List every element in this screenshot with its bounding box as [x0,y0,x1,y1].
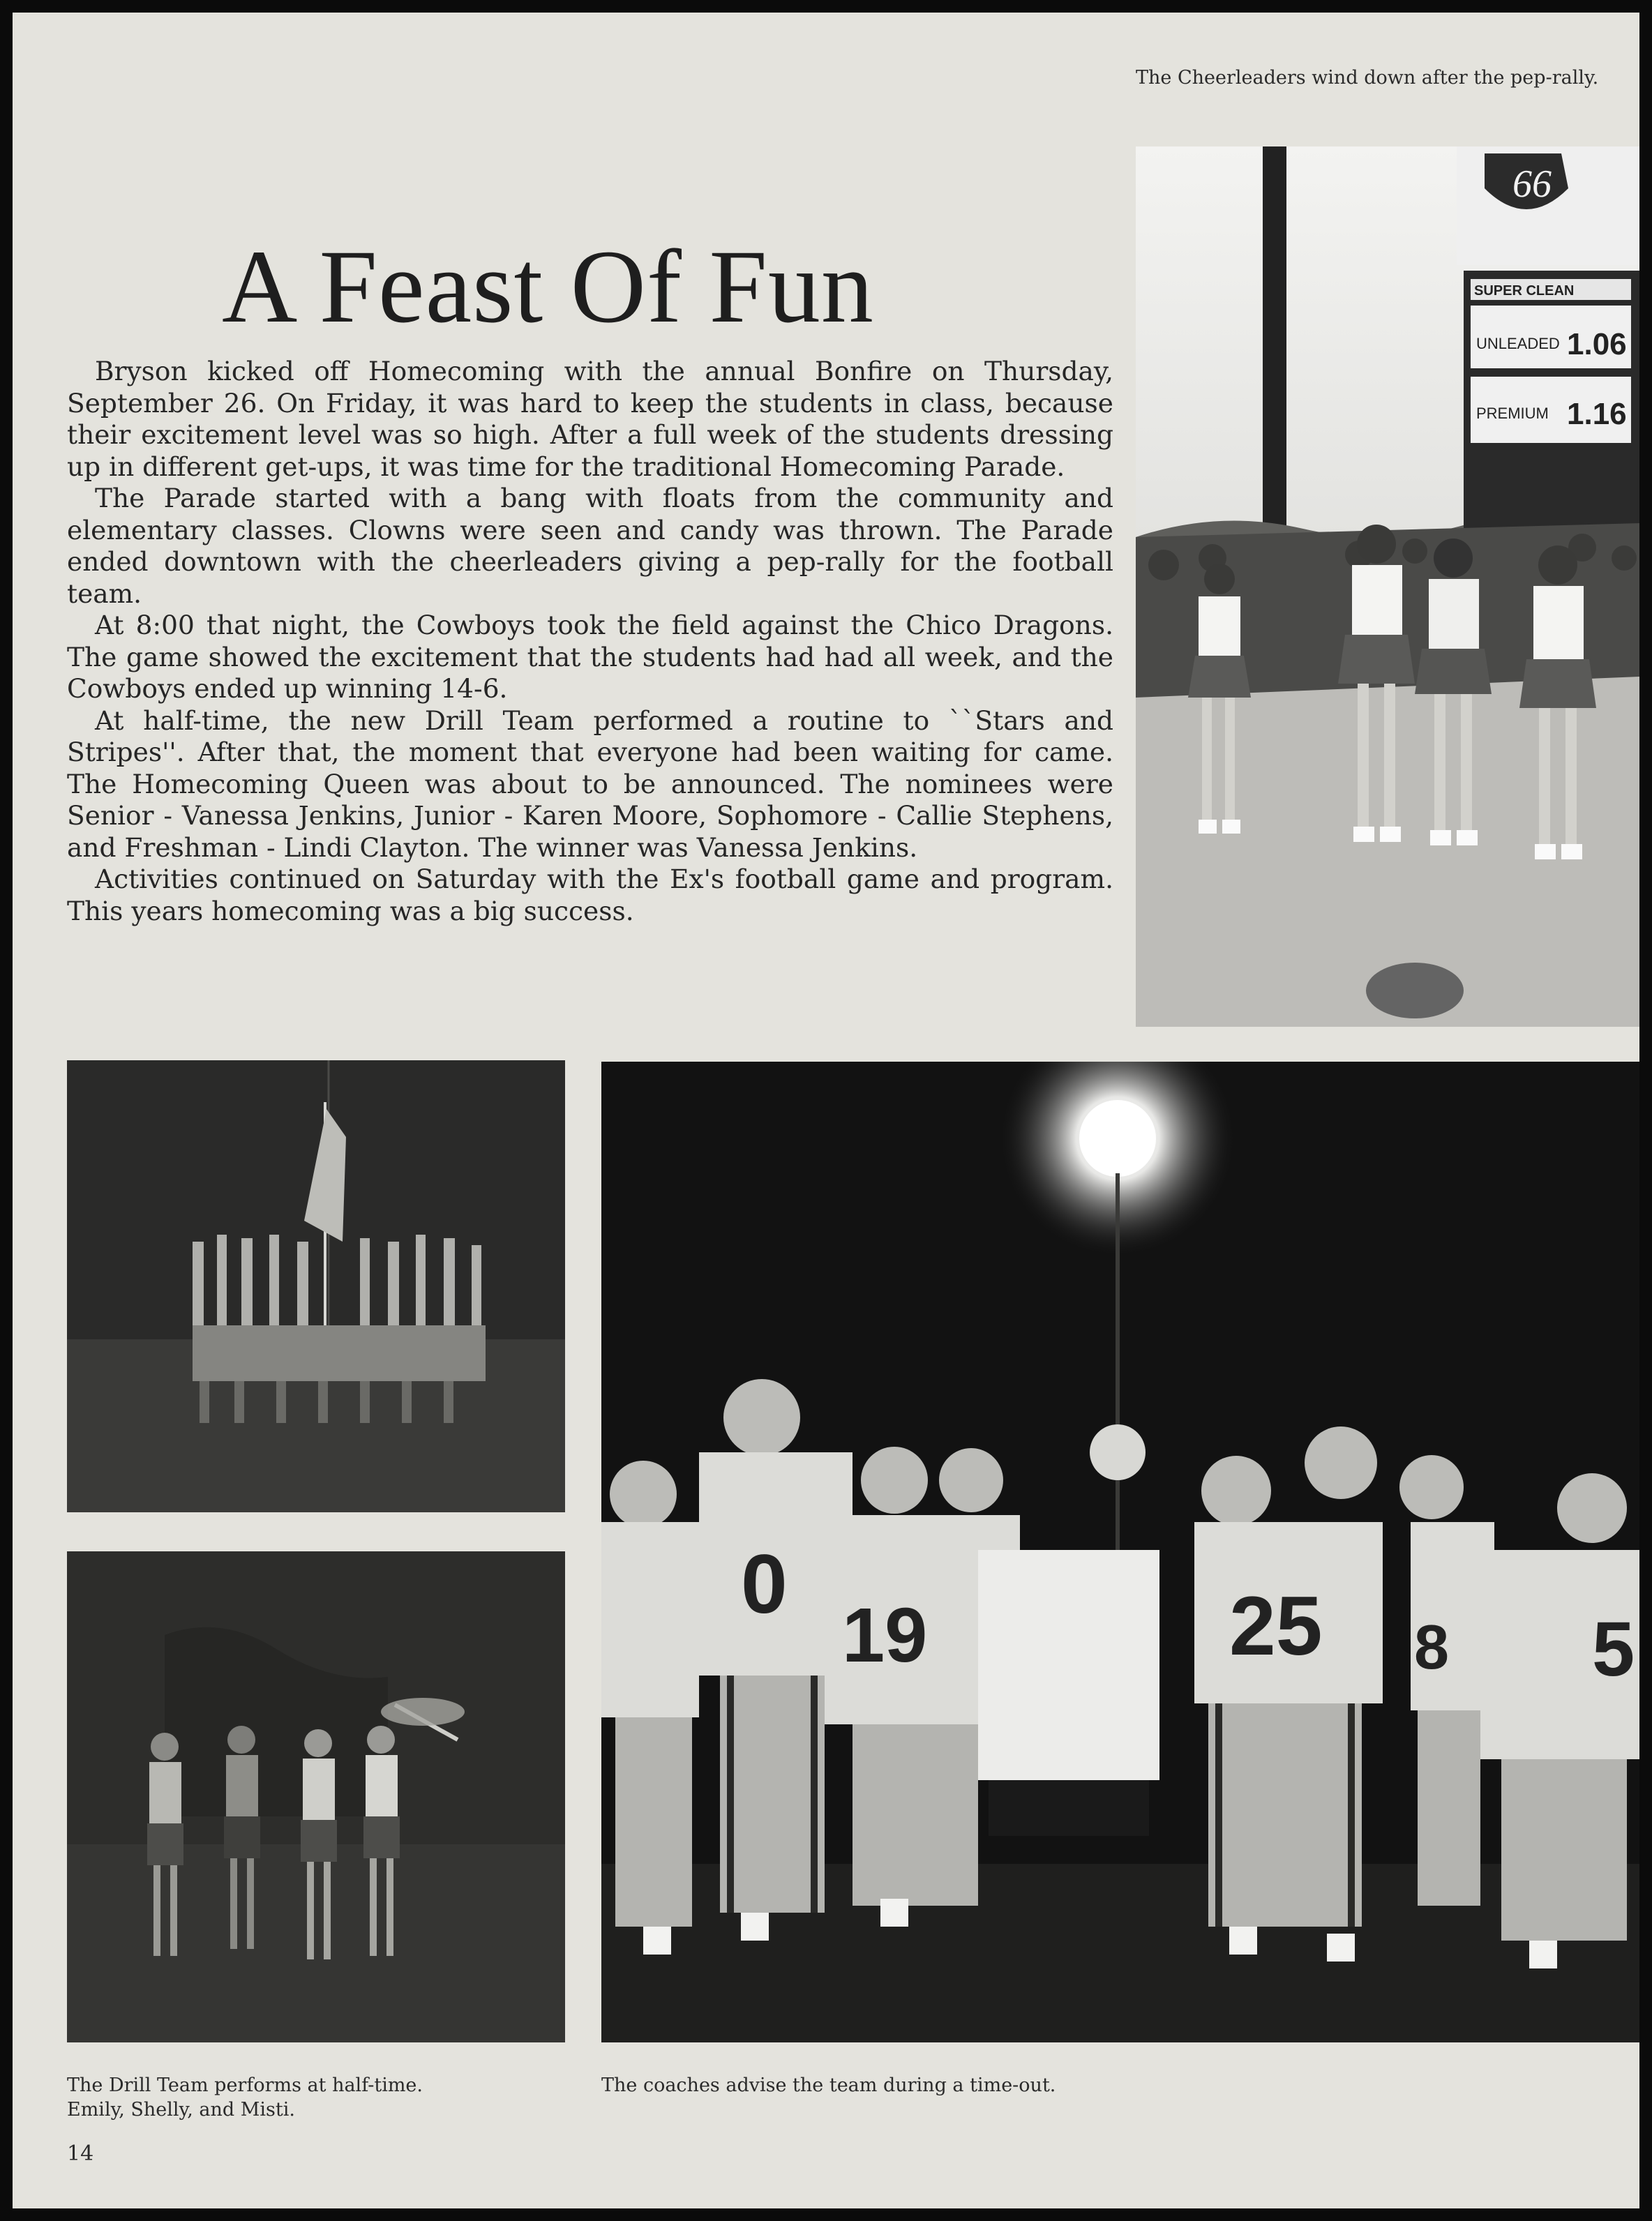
drill-team-flags-photo [67,1060,565,1512]
sign-price: 1.06 [1567,327,1627,361]
sign-price: 1.16 [1567,397,1627,431]
article-paragraph: Bryson kicked off Homecoming with the annual Bonfire on Thursday, September 26. On Friday, it was hard to keep the students in class, because their excitement level was so high. After a full week of the students dressing up in different get-ups, it was time for the traditional Homecoming Parade. [67,356,1113,482]
article-paragraph: At half-time, the new Drill Team performed a routine to ``Stars and Stripes''. After that, the moment that everyone had been waiting for came. The Homecoming Queen was about to be announced. The nominees were Senior - Vanessa Jenkins, Junior - Karen Moore, Sophomore - Callie Stephens, and Freshman - Lindi Clayton. The winner was Vanessa Jenkins. [67,705,1113,863]
cheerleaders-caption: The Cheerleaders wind down after the pep-rally. [1136,67,1599,89]
jersey-number: 25 [1229,1579,1323,1673]
coaches-caption: The coaches advise the team during a time-out. [601,2075,1056,2096]
jersey-number: 0 [741,1537,788,1631]
article-paragraph: At 8:00 that night, the Cowboys took the field against the Chico Dragons. The game showed the excitement that the students had had all week, and the Cowboys ended up winning 14-6. [67,610,1113,704]
sign-brand: 66 [1512,163,1552,206]
show-through-text [772,105,776,123]
sign-header: SUPER CLEAN [1474,283,1575,299]
article-paragraph: The Parade started with a bang with floats from the community and elementary classes. Clowns were seen and candy was thrown. The Parade ended downtown with the cheerleaders giving a pep-rally for the football team. [67,483,1113,609]
sign-grade-label: UNLEADED [1476,335,1560,352]
article-paragraph: Activities continued on Saturday with the Ex's football game and program. This years homecoming was a big success. [67,864,1113,926]
cheerleaders-photo [1136,146,1639,1027]
caption-line: The Drill Team performs at half-time. [67,2075,423,2096]
jersey-number: 8 [1414,1613,1450,1682]
drill-team-members-photo [67,1551,565,2042]
coaches-timeout-photo [601,1062,1639,2042]
yearbook-page [13,13,1639,2208]
jersey-number: 19 [842,1593,928,1678]
article-title: A Feast Of Fun [222,229,874,345]
article-body [67,356,1113,927]
drill-team-caption [67,2073,569,2122]
page-number: 14 [67,2141,94,2166]
jersey-number: 5 [1592,1606,1635,1692]
caption-line: Emily, Shelly, and Misti. [67,2099,295,2121]
sign-grade-label: PREMIUM [1476,405,1549,422]
